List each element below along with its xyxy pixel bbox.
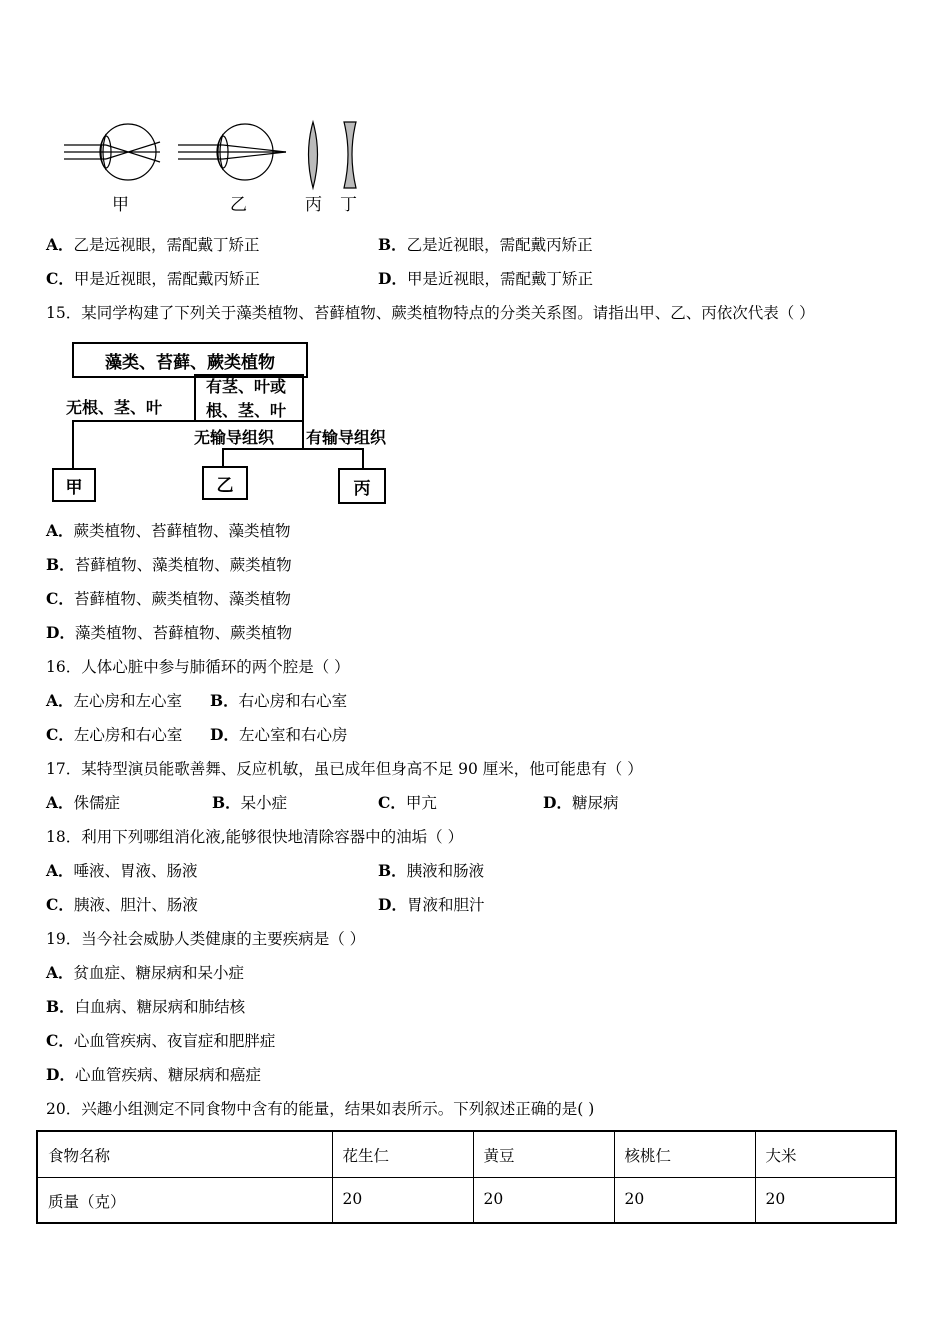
q20-stem: 20．兴趣小组测定不同食物中含有的能量，结果如表所示。下列叙述正确的是( ) xyxy=(46,1100,595,1118)
table-cell: 20 xyxy=(614,1177,755,1223)
q16-option-d[interactable]: D．左心室和右心房 xyxy=(210,725,348,744)
figure-label-bing: 丙 xyxy=(305,195,322,215)
figure-label-ding: 丁 xyxy=(340,195,357,215)
eye-lens-figure xyxy=(60,112,380,217)
table-cell: 大米 xyxy=(755,1131,896,1177)
table-row xyxy=(37,1131,896,1177)
convex-lens-drawing xyxy=(309,122,318,188)
figure-label-yi: 乙 xyxy=(230,195,247,215)
diagram-leaf-yi: 乙 xyxy=(202,466,248,500)
table-cell: 花生仁 xyxy=(332,1131,473,1177)
q16-option-b[interactable]: B．右心房和右心室 xyxy=(210,691,348,710)
concave-lens-drawing xyxy=(344,122,356,188)
table-cell: 质量（克） xyxy=(37,1177,332,1223)
table-cell: 20 xyxy=(755,1177,896,1223)
q16-option-a[interactable]: A．左心房和左心室 xyxy=(46,691,183,710)
q18-option-b[interactable]: B．胰液和肠液 xyxy=(378,861,485,880)
food-energy-table xyxy=(36,1130,897,1224)
q17-option-a[interactable]: A．侏儒症 xyxy=(46,793,121,812)
q15-option-b[interactable]: B．苔藓植物、藻类植物、蕨类植物 xyxy=(46,555,292,574)
table-row xyxy=(37,1177,896,1223)
table-cell: 20 xyxy=(332,1177,473,1223)
q19-option-d[interactable]: D．心血管疾病、糖尿病和癌症 xyxy=(46,1065,261,1084)
table-cell: 食物名称 xyxy=(37,1131,332,1177)
q17-stem: 17．某特型演员能歌善舞、反应机敏，虽已成年但身高不足 90 厘米，他可能患有（ ） xyxy=(46,760,643,778)
figure-label-jia: 甲 xyxy=(112,195,129,215)
diagram-leaf-bing: 丙 xyxy=(338,468,386,504)
q19-stem: 19．当今社会威胁人类健康的主要疾病是（ ） xyxy=(46,930,366,948)
diagram-right-branch-line1: 有茎、叶或 xyxy=(206,377,287,396)
q15-option-a[interactable]: A．蕨类植物、苔藓植物、藻类植物 xyxy=(46,521,291,540)
q19-option-a[interactable]: A．贫血症、糖尿病和呆小症 xyxy=(46,963,245,982)
eye-jia-drawing xyxy=(64,124,160,180)
q15-stem: 15．某同学构建了下列关于藻类植物、苔藓植物、蕨类植物特点的分类关系图。请指出甲、乙、丙依次代表（ ） xyxy=(46,304,815,322)
table-cell: 20 xyxy=(473,1177,614,1223)
q18-option-a[interactable]: A．唾液、胃液、肠液 xyxy=(46,861,198,880)
eye-yi-drawing xyxy=(178,124,286,180)
q19-option-c[interactable]: C．心血管疾病、夜盲症和肥胖症 xyxy=(46,1031,276,1050)
q15-option-d[interactable]: D．藻类植物、苔藓植物、蕨类植物 xyxy=(46,623,292,642)
diagram-leaf-jia: 甲 xyxy=(52,468,96,502)
q18-stem: 18．利用下列哪组消化液,能够很快地清除容器中的油垢（ ） xyxy=(46,828,464,846)
classification-diagram xyxy=(48,338,418,506)
q17-option-b[interactable]: B．呆小症 xyxy=(212,793,288,812)
table-cell: 黄豆 xyxy=(473,1131,614,1177)
q19-option-b[interactable]: B．白血病、糖尿病和肺结核 xyxy=(46,997,246,1016)
diagram-has-tissue: 有输导组织 xyxy=(306,428,387,447)
q14-option-b[interactable]: B．乙是近视眼，需配戴丙矫正 xyxy=(378,235,593,254)
q15-option-c[interactable]: C．苔藓植物、蕨类植物、藻类植物 xyxy=(46,589,291,608)
table-cell: 核桃仁 xyxy=(614,1131,755,1177)
q14-option-c[interactable]: C．甲是近视眼，需配戴丙矫正 xyxy=(46,269,260,288)
diagram-root-box: 藻类、苔藓、蕨类植物 xyxy=(72,342,308,378)
q14-option-a[interactable]: A．乙是远视眼，需配戴丁矫正 xyxy=(46,235,260,254)
q14-option-d[interactable]: D．甲是近视眼，需配戴丁矫正 xyxy=(378,269,593,288)
q16-stem: 16．人体心脏中参与肺循环的两个腔是（ ） xyxy=(46,658,350,676)
q18-option-c[interactable]: C．胰液、胆汁、肠液 xyxy=(46,895,198,914)
q16-option-c[interactable]: C．左心房和右心室 xyxy=(46,725,183,744)
diagram-left-branch: 无根、茎、叶 xyxy=(66,398,163,417)
q17-option-d[interactable]: D．糖尿病 xyxy=(543,793,619,812)
q17-option-c[interactable]: C．甲亢 xyxy=(378,793,437,812)
q18-option-d[interactable]: D．胃液和胆汁 xyxy=(378,895,485,914)
diagram-no-tissue: 无输导组织 xyxy=(194,428,275,447)
diagram-right-branch-line2: 根、茎、叶 xyxy=(206,401,287,420)
